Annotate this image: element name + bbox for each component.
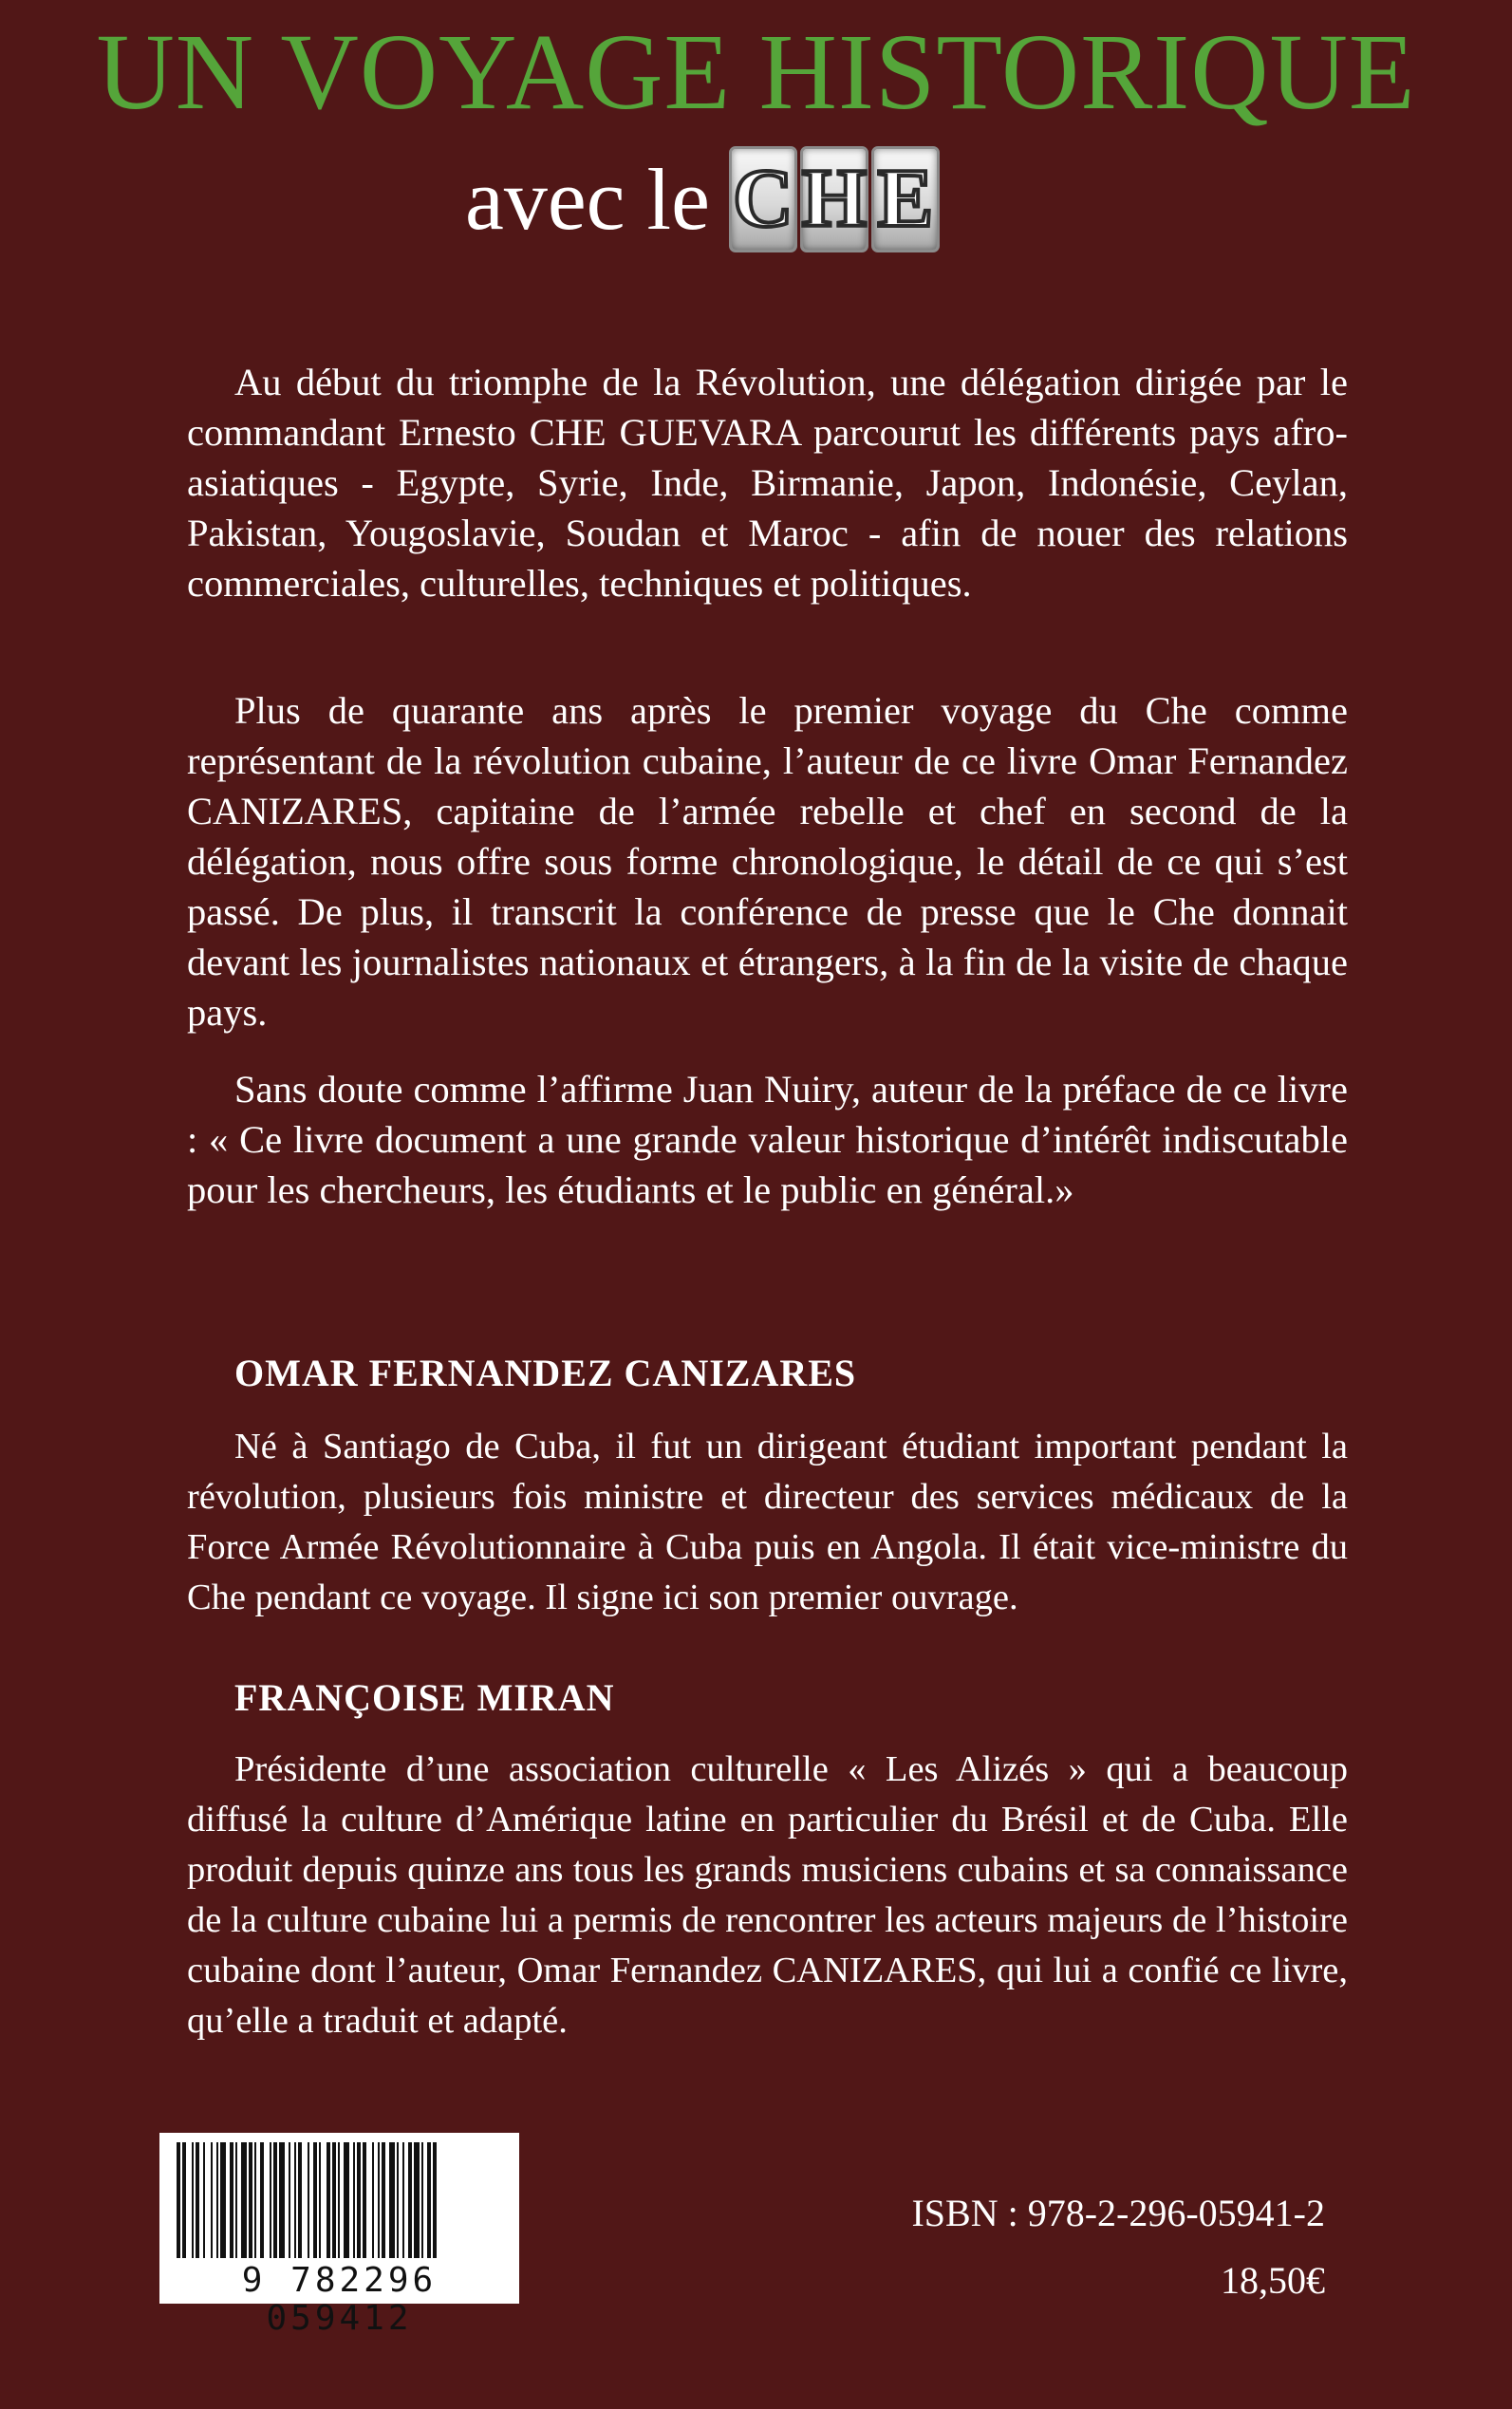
barcode-bar	[270, 2142, 271, 2258]
barcode-bar	[279, 2142, 285, 2258]
translator-heading: FRANÇOISE MIRAN	[234, 1676, 615, 1719]
che-letter-h: H	[800, 146, 868, 252]
che-letter-c: C	[729, 146, 797, 252]
barcode-bar	[230, 2142, 233, 2258]
translator-bio: Présidente d’une association culturelle « Les Alizés » qui a beaucoup diffusé la culture d’Amérique latine en particulier du Brésil et de Cuba. Elle produit depuis quinze ans tous les grands musiciens cubains et sa connaissance de la culture cubaine lui a permis de rencontrer les acteurs majeurs de l’histoire cubaine dont l’auteur, Omar Fernandez CANIZARES, qui lui a confié ce livre, qu’elle a traduit et adapté.	[187, 1749, 1348, 2041]
barcode-bar	[372, 2142, 374, 2258]
barcode-bar	[427, 2142, 431, 2258]
barcode-bar	[421, 2142, 423, 2258]
author-heading: OMAR FERNANDEZ CANIZARES	[234, 1352, 857, 1394]
barcode-bar	[327, 2142, 330, 2258]
barcode-bar	[203, 2142, 205, 2258]
barcode-bar	[313, 2142, 317, 2258]
barcode-bar	[249, 2142, 252, 2258]
barcode-bar	[433, 2142, 437, 2258]
barcode-bar	[289, 2142, 290, 2258]
author-bio: Né à Santiago de Cuba, il fut un dirigeant étudiant important pendant la révolution, plusieurs fois ministre et directeur des services médicaux de la Force Armée Révolutionnaire à Cuba puis en Angola. Il était vice-ministre du Che pendant ce voyage. Il signe ici son premier ouvrage.	[187, 1427, 1348, 1617]
barcode-bar	[211, 2142, 213, 2258]
barcode-bar	[273, 2142, 277, 2258]
barcode-bar	[402, 2142, 404, 2258]
isbn-number: ISBN : 978-2-296-05941-2	[911, 2192, 1325, 2234]
barcode-bar	[308, 2142, 309, 2258]
book-subtitle	[465, 142, 940, 256]
barcode-bar	[254, 2142, 256, 2258]
barcode-bar	[332, 2142, 336, 2258]
barcode-bars	[173, 2142, 506, 2258]
subtitle-prefix: avec le	[465, 151, 710, 248]
blurb-paragraph-1: Au début du triomphe de la Révolution, une délégation dirigée par le commandant Ernesto CHE GUEVARA parcourut les différents pays afro-asiatiques - Egypte, Syrie, Inde, Birmanie, Japon, Indonésie, Ceylan, Pakistan, Yougoslavie, Soudan et Maroc - afin de nouer des relations commerciales, culturelles, techniques et politiques.	[187, 361, 1348, 605]
book-title: UN VOYAGE HISTORIQUE	[96, 11, 1416, 132]
barcode-bar	[397, 2142, 399, 2258]
barcode-bar	[338, 2142, 340, 2258]
barcode-bar	[363, 2142, 366, 2258]
barcode-bar	[298, 2142, 302, 2258]
barcode-bar	[177, 2142, 180, 2258]
barcode-digits: 9 782296 059412	[241, 2261, 438, 2338]
blurb-paragraph-3: Sans doute comme l’affirme Juan Nuiry, auteur de la préface de ce livre : « Ce livre document a une grande valeur historique d’intérêt indiscutable pour les chercheurs, les étudiants et le public en général.»	[187, 1068, 1348, 1211]
barcode-bar	[220, 2142, 226, 2258]
barcode-bar	[235, 2142, 237, 2258]
barcode-bar	[382, 2142, 385, 2258]
price: 18,50€	[1221, 2259, 1325, 2302]
barcode-bar	[196, 2142, 199, 2258]
barcode-bar	[192, 2142, 194, 2258]
blurb-paragraph-2: Plus de quarante ans après le premier voyage du Che comme représentant de la révolution cubaine, l’auteur de ce livre Omar Fernandez CANIZARES, capitaine de l’armée rebelle et chef en second de la délégation, nous offre sous forme chronologique, le détail de ce qui s’est passé. De plus, il transcrit la conférence de presse que le Che donnait devant les journalistes nationaux et étrangers, à la fin de la visite de chaque pays.	[187, 689, 1348, 1034]
barcode-bar	[357, 2142, 361, 2258]
che-letter-e: E	[871, 146, 940, 252]
barcode-bar	[344, 2142, 349, 2258]
barcode-bar	[389, 2142, 395, 2258]
barcode-bar	[241, 2142, 247, 2258]
barcode-bar	[414, 2142, 420, 2258]
barcode-bar	[294, 2142, 296, 2258]
barcode-bar	[408, 2142, 412, 2258]
barcode-bar	[182, 2142, 186, 2258]
che-logo-word	[729, 146, 940, 252]
barcode-bar	[319, 2142, 321, 2258]
isbn-barcode	[159, 2133, 519, 2338]
barcode-bar	[216, 2142, 218, 2258]
barcode-bar	[378, 2142, 380, 2258]
barcode-bar	[353, 2142, 355, 2258]
barcode-bar	[260, 2142, 264, 2258]
